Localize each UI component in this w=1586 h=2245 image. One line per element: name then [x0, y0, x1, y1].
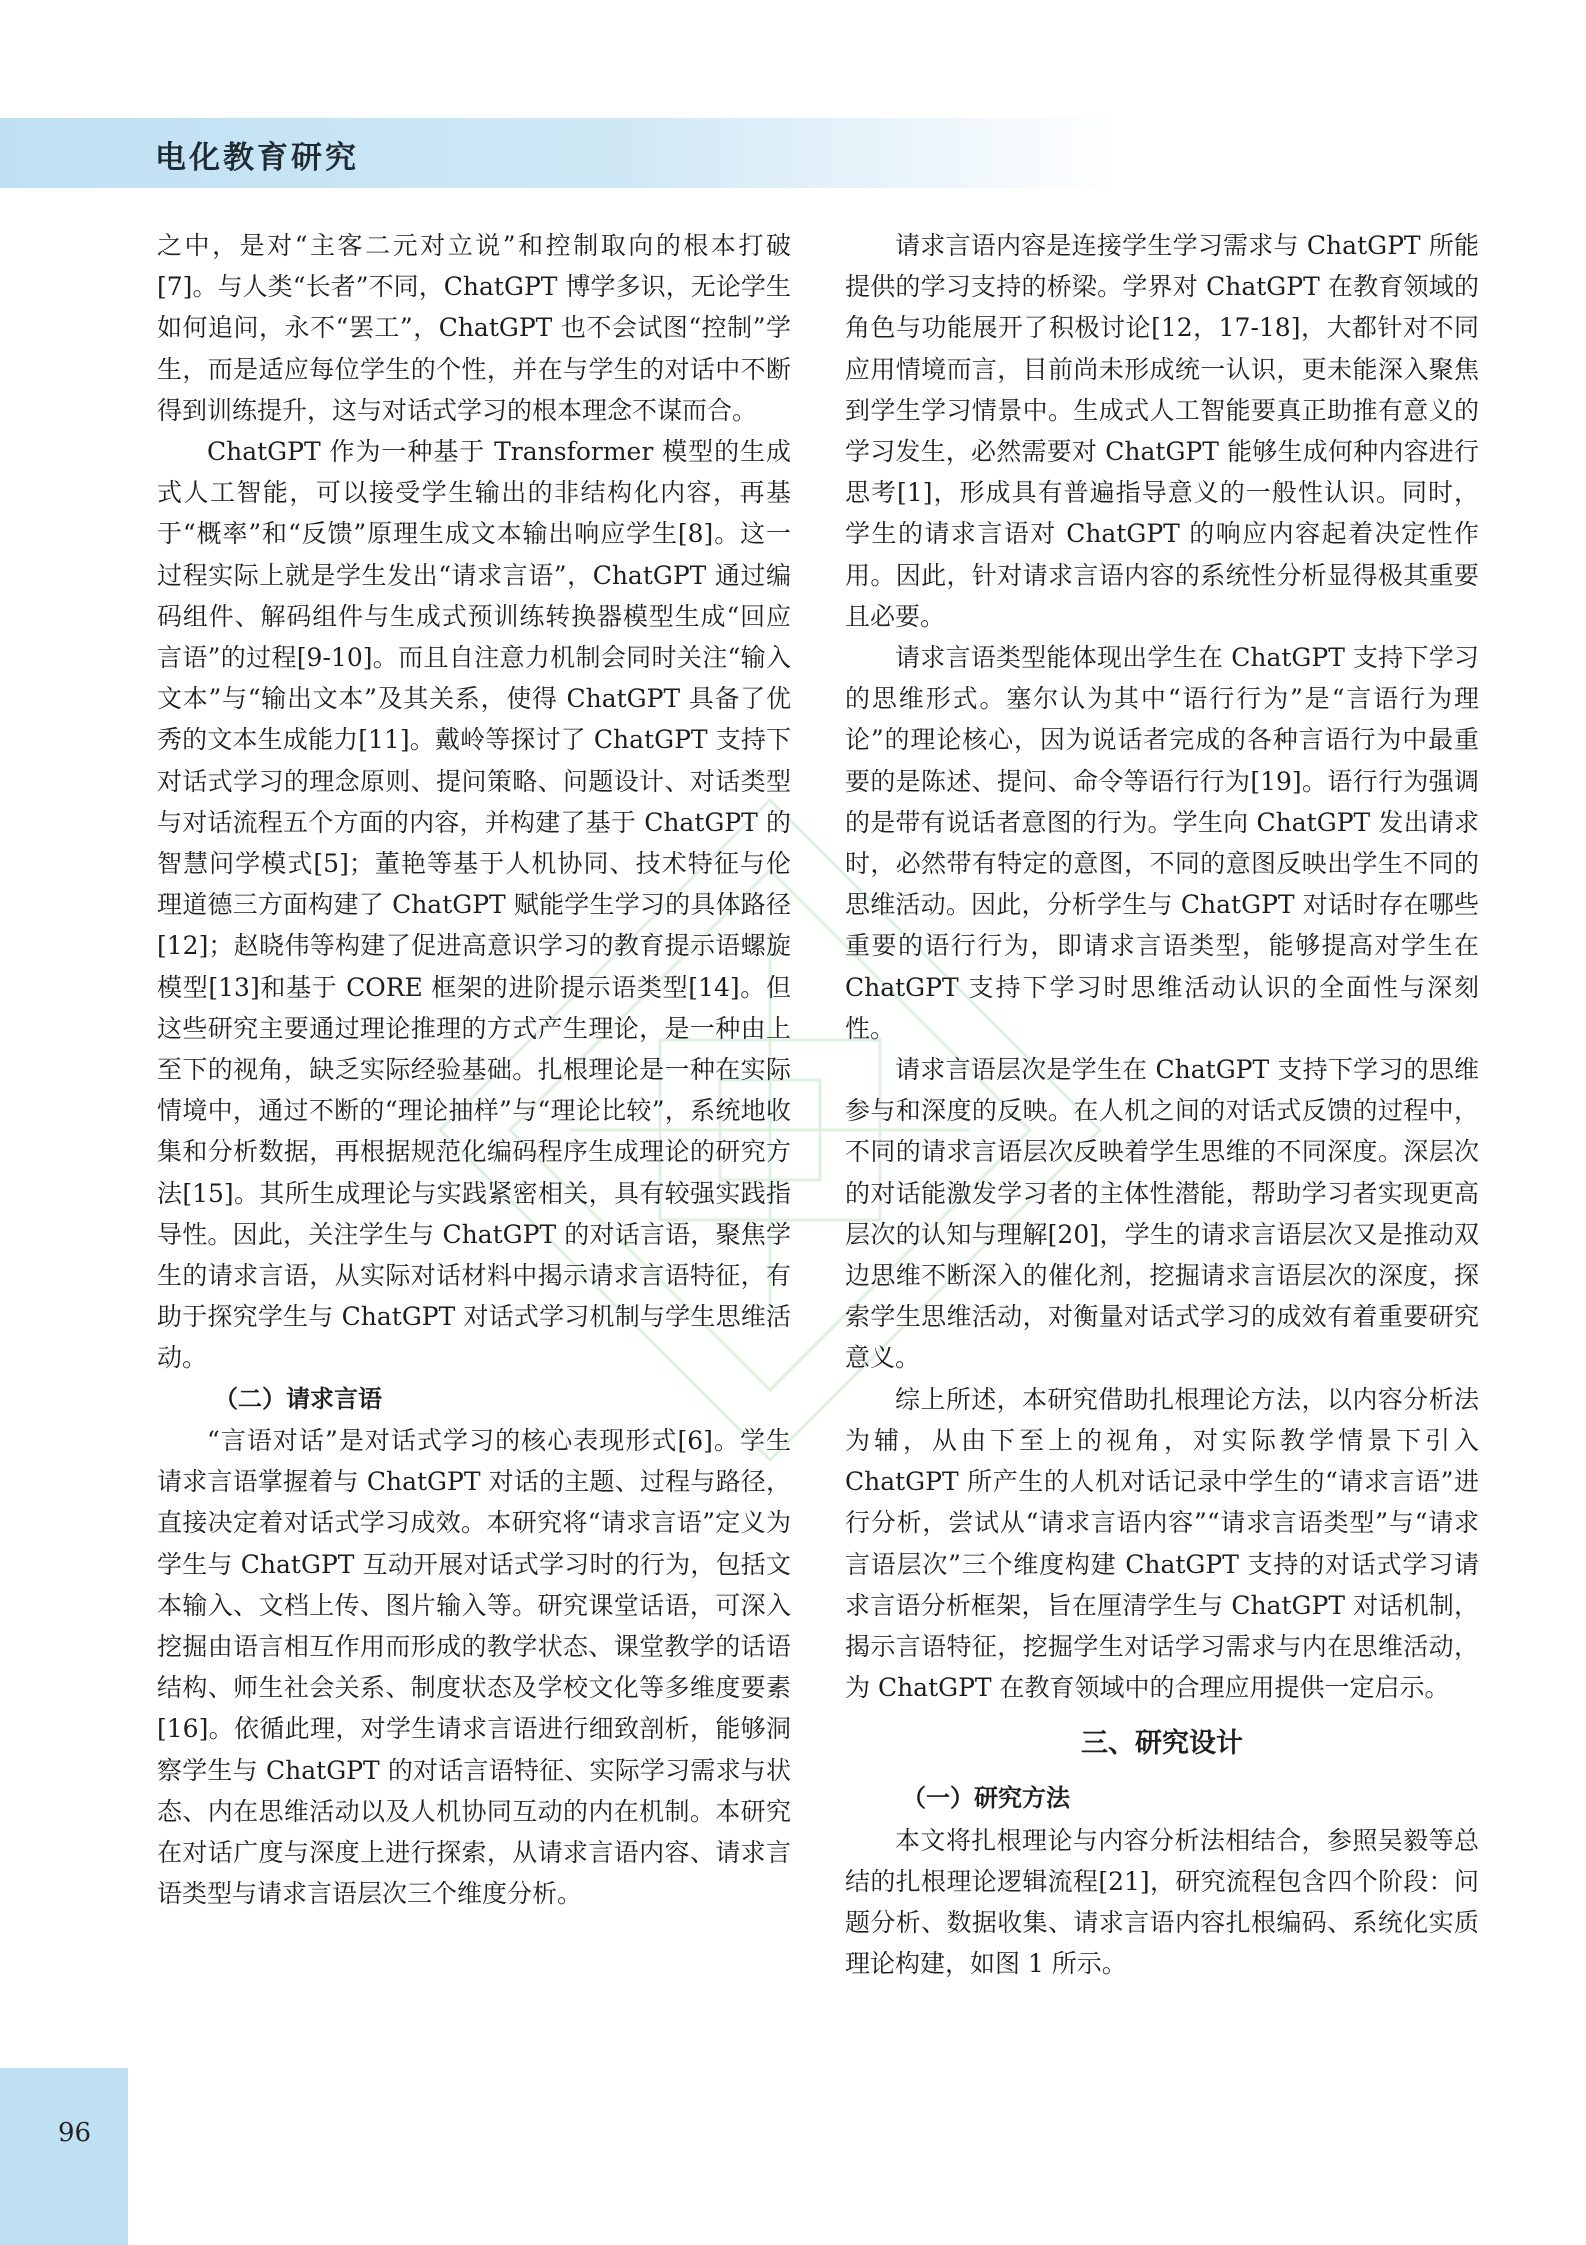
- subsection-heading: （一）研究方法: [902, 1784, 1070, 1813]
- paragraph: ChatGPT 作为一种基于 Transformer 模型的生成式人工智能，可以接受学生输出的非结构化内容，再基于“概率”和“反馈”原理生成文本输出响应学生[8]。这一过程实际上就是学生发出“请求言语”，ChatGPT 通过编码组件、解码组件与生成式预训练转换器模型生成“回应言语”的过程[9-10]。而且自注意力机制会同时关注“输入文本”与“输出文本”及其关系，使得 ChatGPT 具备了优秀的文本生成能力[11]。戴岭等探讨了 ChatGPT 支持下对话式学习的理念原则、提问策略、问题设计、对话类型与对话流程五个方面的内容，并构建了基于 ChatGPT 的智慧问学模式[5]；董艳等基于人机协同、技术特征与伦理道德三方面构建了 ChatGPT 赋能学生学习的具体路径[12]；赵晓伟等构建了促进高意识学习的教育提示语螺旋模型[13]和基于 CORE 框架的进阶提示语类型[14]。但这些研究主要通过理论推理的方式产生理论，是一种由上至下的视角，缺乏实际经验基础。扎根理论是一种在实际情境中，通过不断的“理论抽样”与“理论比较”，系统地收集和分析数据，再根据规范化编码程序生成理论的研究方法[15]。其所生成理论与实践紧密相关，具有较强实践指导性。因此，关注学生与 ChatGPT 的对话言语，聚焦学生的请求言语，从实际对话材料中揭示请求言语特征，有助于探究学生与 ChatGPT 对话式学习机制与学生思维活动。: [157, 437, 792, 1373]
- page-number: 96: [58, 2118, 92, 2148]
- paragraph: “言语对话”是对话式学习的核心表现形式[6]。学生请求言语掌握着与 ChatGPT 对话的主题、过程与路径，直接决定着对话式学习成效。本研究将“请求言语”定义为学生与 ChatGPT 互动开展对话式学习时的行为，包括文本输入、文档上传、图片输入等。研究课堂话语，可深入挖掘由语言相互作用而形成的教学状态、课堂教学的话语结构、师生社会关系、制度状态及学校文化等多维度要素[16]。依循此理，对学生请求言语进行细致剖析，能够洞察学生与 ChatGPT 的对话言语特征、实际学习需求与状态、内在思维活动以及人机协同互动的内在机制。本研究在对话广度与深度上进行探索，从请求言语内容、请求言语类型与请求言语层次三个维度分析。: [157, 1425, 791, 1909]
- paragraph: 综上所述，本研究借助扎根理论方法，以内容分析法为辅，从由下至上的视角，对实际教学情景下引入 ChatGPT 所产生的人机对话记录中学生的“请求言语”进行分析，尝试从“请求言语内容”“请求言语类型”与“请求言语层次”三个维度构建 ChatGPT 支持的对话式学习请求言语分析框架，旨在厘清学生与 ChatGPT 对话机制，揭示言语特征，挖掘学生对话学习需求与内在思维活动，为 ChatGPT 在教育领域中的合理应用提供一定启示。: [845, 1384, 1479, 1703]
- page-number-tab: [0, 2068, 128, 2245]
- right-column: [845, 225, 1479, 1984]
- left-column: [157, 225, 791, 1914]
- paragraph: 请求言语层次是学生在 ChatGPT 支持下学习的思维参与和深度的反映。在人机之间的对话式反馈的过程中，不同的请求言语层次反映着学生思维的不同深度。深层次的对话能激发学习者的主体性潜能，帮助学习者实现更高层次的认知与理解[20]，学生的请求言语层次又是推动双边思维不断深入的催化剂，挖掘请求言语层次的深度，探索学生思维活动，对衡量对话式学习的成效有着重要研究意义。: [845, 1055, 1479, 1373]
- paragraph: 本文将扎根理论与内容分析法相结合，参照吴毅等总结的扎根理论逻辑流程[21]，研究流程包含四个阶段：问题分析、数据收集、请求言语内容扎根编码、系统化实质理论构建，如图 1 所示。: [845, 1825, 1479, 1979]
- paragraph: 请求言语类型能体现出学生在 ChatGPT 支持下学习的思维形式。塞尔认为其中“语行行为”是“言语行为理论”的理论核心，因为说话者完成的各种言语行为中最重要的是陈述、提问、命令等语行行为[19]。语行行为强调的是带有说话者意图的行为。学生向 ChatGPT 发出请求时，必然带有特定的意图，不同的意图反映出学生不同的思维活动。因此，分析学生与 ChatGPT 对话时存在哪些重要的语行行为，即请求言语类型，能够提高对学生在 ChatGPT 支持下学习时思维活动认识的全面性与深刻性。: [845, 643, 1479, 1043]
- section-heading: 三、研究设计: [1081, 1728, 1243, 1760]
- paragraph: 之中，是对“主客二元对立说”和控制取向的根本打破[7]。与人类“长者”不同，ChatGPT 博学多识，无论学生如何追问，永不“罢工”，ChatGPT 也不会试图“控制”学生，而是适应每位学生的个性，并在与学生的对话中不断得到训练提升，这与对话式学习的根本理念不谋而合。: [157, 231, 791, 425]
- paragraph: 请求言语内容是连接学生学习需求与 ChatGPT 所能提供的学习支持的桥梁。学界对 ChatGPT 在教育领域的角色与功能展开了积极讨论[12，17-18]，大都针对不同应用情境而言，目前尚未形成统一认识，更未能深入聚焦到学生学习情景中。生成式人工智能要真正助推有意义的学习发生，必然需要对 ChatGPT 能够生成何种内容进行思考[1]，形成具有普遍指导意义的一般性认识。同时，学生的请求言语对 ChatGPT 的响应内容起着决定性作用。因此，针对请求言语内容的系统性分析显得极其重要且必要。: [845, 231, 1479, 631]
- journal-title: 电化教育研究: [155, 140, 359, 176]
- subsection-heading: （二）请求言语: [214, 1384, 382, 1413]
